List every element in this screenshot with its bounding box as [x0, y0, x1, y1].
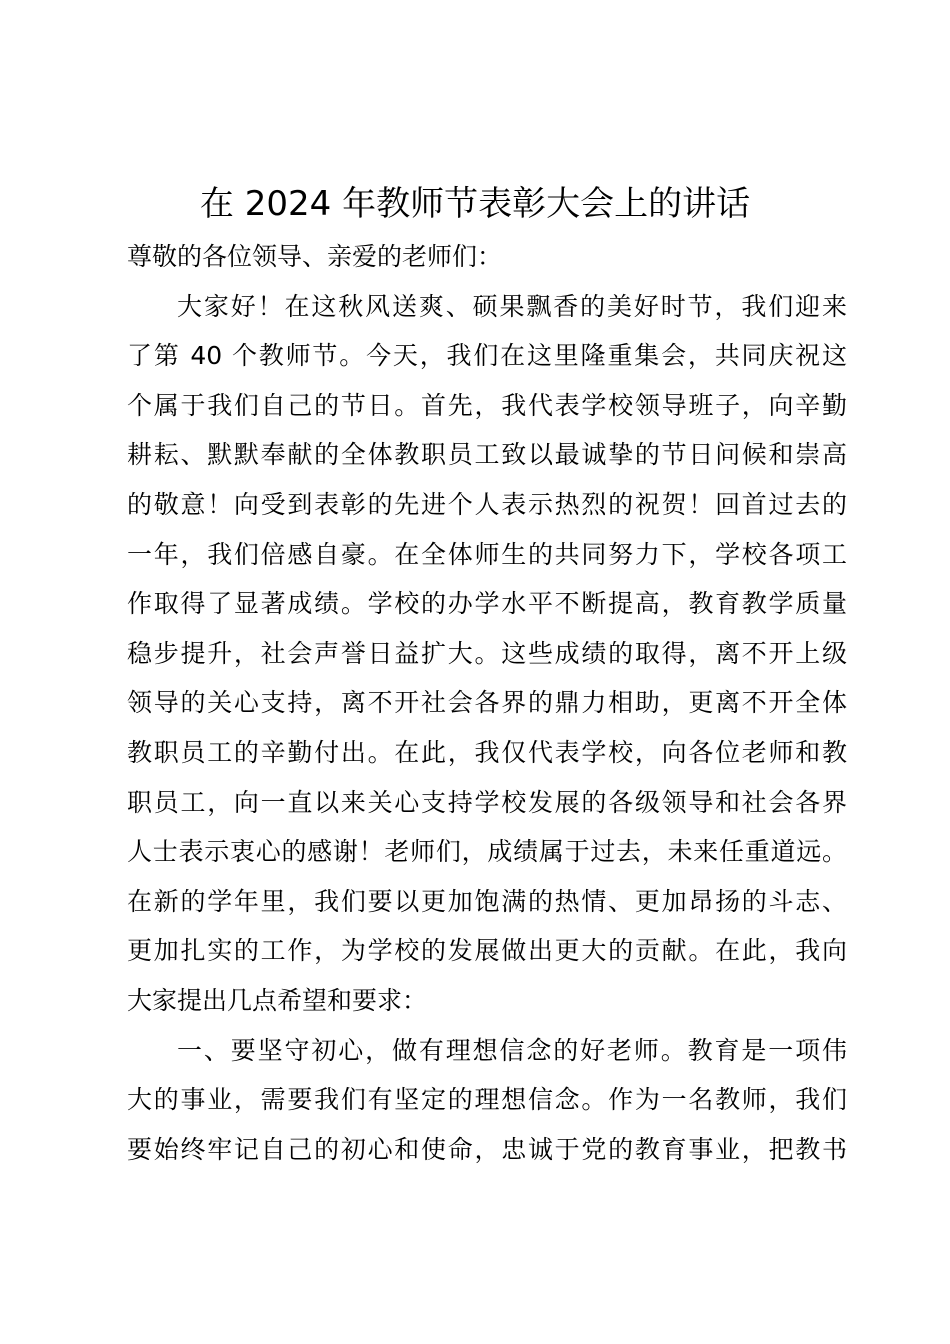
- paragraph-line: 作取得了显著成绩。学校的办学水平不断提高，教育教学质量: [127, 589, 847, 619]
- paragraph-point-one: [127, 1026, 847, 1175]
- paragraph-line: 个属于我们自己的节日。首先，我代表学校领导班子，向辛勤: [127, 390, 847, 420]
- paragraph-line: 人士表示衷心的感谢！老师们，成绩属于过去，未来任重道远。: [127, 837, 847, 867]
- paragraph-line: 大家好！在这秋风送爽、硕果飘香的美好时节，我们迎来: [177, 291, 847, 321]
- paragraph-line: 耕耘、默默奉献的全体教职员工致以最诚挚的节日问候和崇高: [127, 440, 847, 470]
- paragraph-line: 教职员工的辛勤付出。在此，我仅代表学校，向各位老师和教: [127, 737, 847, 767]
- document-body: [127, 232, 847, 1174]
- paragraph-line: 稳步提升，社会声誉日益扩大。这些成绩的取得，离不开上级: [127, 638, 847, 668]
- paragraph-opening: [127, 282, 847, 1026]
- salutation: 尊敬的各位领导、亲爱的老师们：: [127, 242, 503, 271]
- paragraph-line: 职员工，向一直以来关心支持学校发展的各级领导和社会各界: [127, 787, 847, 817]
- paragraph-line: 了第 40 个教师节。今天，我们在这里隆重集会，共同庆祝这: [127, 341, 847, 371]
- paragraph-line: 大家提出几点希望和要求：: [127, 985, 428, 1015]
- document-title: 在 2024 年教师节表彰大会上的讲话: [199, 184, 751, 224]
- paragraph-line: 要始终牢记自己的初心和使命，忠诚于党的教育事业，把教书: [127, 1134, 847, 1164]
- paragraph-line: 更加扎实的工作，为学校的发展做出更大的贡献。在此，我向: [127, 936, 847, 966]
- paragraph-line: 一、要坚守初心，做有理想信念的好老师。教育是一项伟: [177, 1035, 847, 1065]
- paragraph-line: 一年，我们倍感自豪。在全体师生的共同努力下，学校各项工: [127, 539, 847, 569]
- paragraph-line: 在新的学年里，我们要以更加饱满的热情、更加昂扬的斗志、: [127, 886, 847, 916]
- paragraph-line: 的敬意！向受到表彰的先进个人表示热烈的祝贺！回首过去的: [127, 489, 847, 519]
- paragraph-line: 大的事业，需要我们有坚定的理想信念。作为一名教师，我们: [127, 1085, 847, 1115]
- paragraph-line: 领导的关心支持，离不开社会各界的鼎力相助，更离不开全体: [127, 688, 847, 718]
